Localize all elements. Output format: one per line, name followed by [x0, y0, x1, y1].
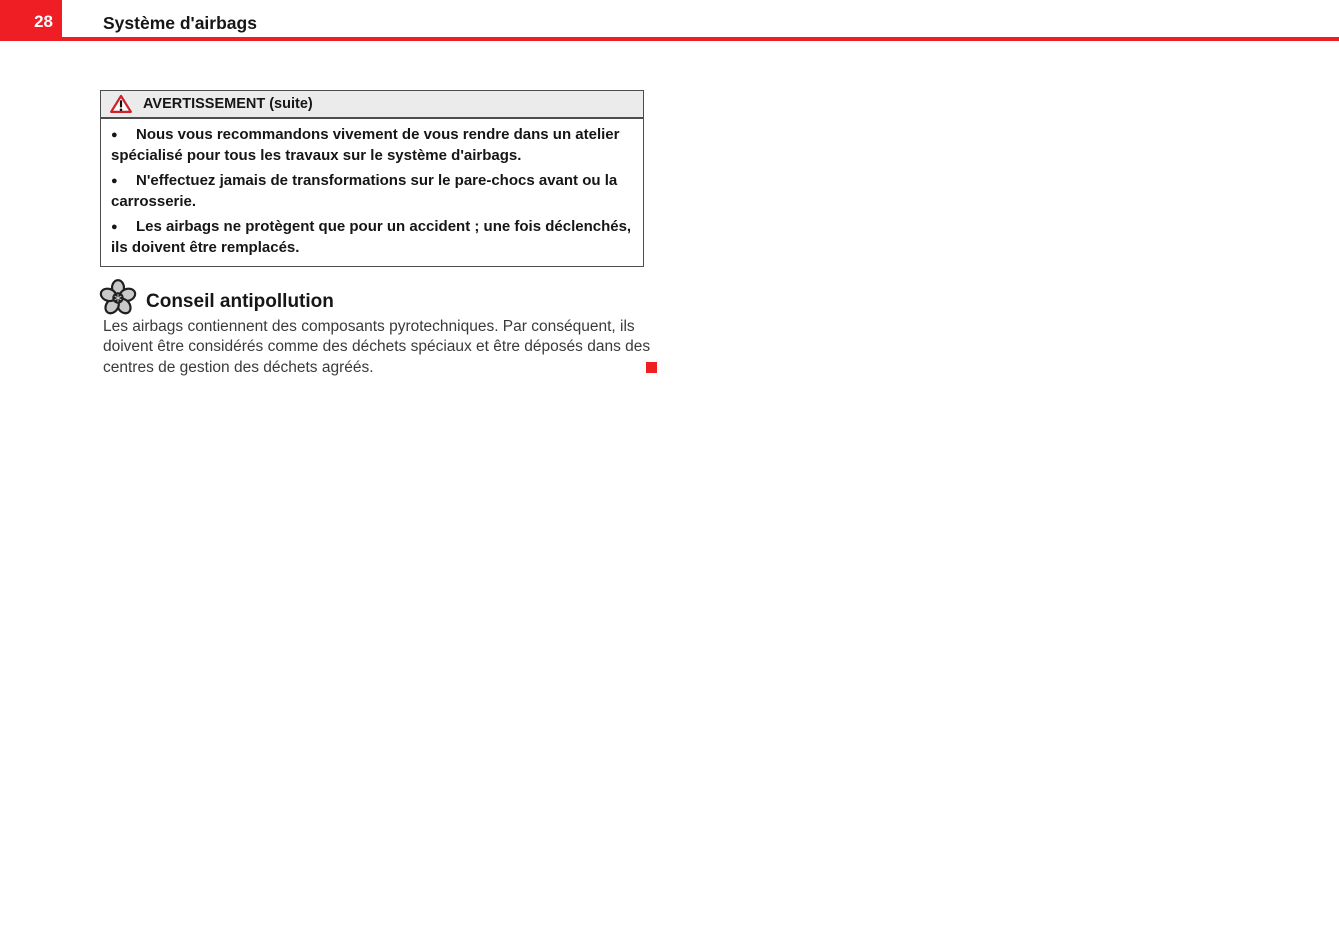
- warning-box-title: AVERTISSEMENT (suite): [143, 96, 313, 112]
- eco-note-title: Conseil antipollution: [146, 291, 334, 312]
- warning-item: [111, 125, 633, 166]
- warning-box: [100, 90, 644, 267]
- page-number-box: [0, 0, 62, 37]
- warning-box-header: [101, 91, 643, 119]
- page-number: 28: [34, 11, 53, 31]
- bullet-icon: ●: [111, 129, 118, 141]
- bullet-icon: ●: [111, 175, 118, 187]
- section-end-marker-icon: [646, 362, 657, 373]
- page-title: Système d'airbags: [103, 13, 257, 33]
- warning-triangle-icon: [109, 93, 133, 115]
- header-rule: [0, 37, 1339, 41]
- bullet-icon: ●: [111, 221, 118, 233]
- warning-item: [111, 171, 633, 212]
- warning-item-text: Les airbags ne protègent que pour un accident ; une fois déclenchés, ils doivent être remplacés.: [111, 218, 632, 256]
- flower-icon: [99, 278, 137, 316]
- eco-note-body: Les airbags contiennent des composants pyrotechniques. Par conséquent, ils doivent être considérés comme des déchets spéciaux et être déposés dans des centres de gestion des déchets agréés.: [103, 318, 651, 376]
- warning-item-text: N'effectuez jamais de transformations sur le pare-chocs avant ou la carrosserie.: [111, 172, 618, 210]
- warning-item-text: Nous vous recommandons vivement de vous rendre dans un atelier spécialisé pour tous les travaux sur le système d'airbags.: [111, 126, 620, 164]
- warning-item: [111, 217, 633, 258]
- warning-box-body: [101, 119, 643, 266]
